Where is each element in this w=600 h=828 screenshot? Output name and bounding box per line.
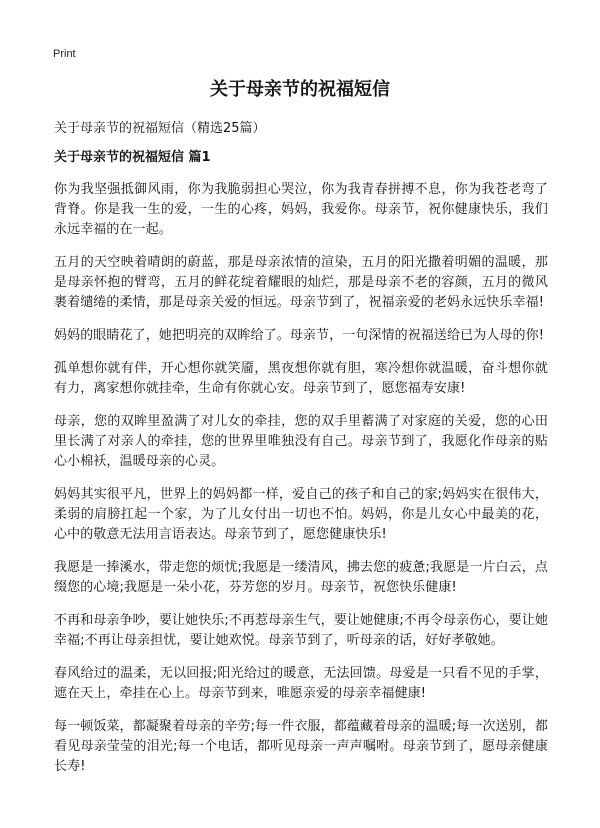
paragraph: 母亲，您的双眸里盈满了对儿女的牵挂，您的双手里蓄满了对家庭的关爱，您的心田里长满了对亲人的牵挂，您的世界里唯独没有自己。母亲节到了，我愿化作母亲的贴心小棉袄，温暖母亲的心灵。 [54,414,548,469]
paragraph: 五月的天空映着晴朗的蔚蓝，那是母亲浓情的渲染，五月的阳光撒着明媚的温暖，那是母亲怀抱的臂弯，五月的鲜花绽着耀眼的灿烂，那是母亲不老的容颜，五月的微风裹着缱绻的柔情，那是母亲关爱的恒远。母亲节到了，祝福亲爱的老妈永远快乐幸福! [54,255,548,310]
document-body [54,180,548,790]
paragraph: 孤单想你就有伴，开心想你就笑靥，黑夜想你就有胆，寒冷想你就温暖，奋斗想你就有力，离家想你就挂牵，生命有你就心安。母亲节到了，愿您福寿安康! [54,361,548,396]
document-subtitle: 关于母亲节的祝福短信（精选25篇） [54,121,266,136]
section-heading: 关于母亲节的祝福短信 篇1 [54,150,211,165]
page-title: 关于母亲节的祝福短信 [210,79,390,100]
print-link[interactable]: Print [53,48,76,60]
paragraph: 不再和母亲争吵，要让她快乐;不再惹母亲生气，要让她健康;不再令母亲伤心，要让她幸福;不再让母亲担忧，要让她欢悦。母亲节到了，听母亲的话，好好孝敬她。 [54,613,548,648]
paragraph: 每一顿饭菜，都凝聚着母亲的辛劳;每一件衣服，都蕴藏着母亲的温暖;每一次送别，都看见母亲莹莹的泪光;每一个电话，都听见母亲一声声嘱咐。母亲节到了，愿母亲健康长寿! [54,719,548,774]
paragraph: 你为我坚强抵御风雨，你为我脆弱担心哭泣，你为我青春拼搏不息，你为我苍老弯了背脊。你是我一生的爱，一生的心疼，妈妈，我爱你。母亲节，祝你健康快乐，我们永远幸福的在一起。 [54,182,548,237]
paragraph: 妈妈的眼睛花了，她把明亮的双眸给了。母亲节，一句深情的祝福送给已为人母的你! [54,328,545,343]
paragraph: 妈妈其实很平凡，世界上的妈妈都一样，爱自己的孩子和自己的家;妈妈实在很伟大，柔弱的肩膀扛起一个家，为了儿女付出一切也不怕。妈妈，你是儿女心中最美的花，心中的敬意无法用言语表达。母亲节到了，愿您健康快乐! [54,487,548,542]
paragraph: 春风给过的温柔，无以回报;阳光给过的暖意，无法回馈。母爱是一只看不见的手掌，遮在天上，牵挂在心上。母亲节到来，唯愿亲爱的母亲幸福健康! [54,666,548,701]
paragraph: 我愿是一捧溪水，带走您的烦忧;我愿是一缕清风，拂去您的疲惫;我愿是一片白云，点缀您的心境;我愿是一朵小花，芬芳您的岁月。母亲节，祝您快乐健康! [54,560,548,595]
